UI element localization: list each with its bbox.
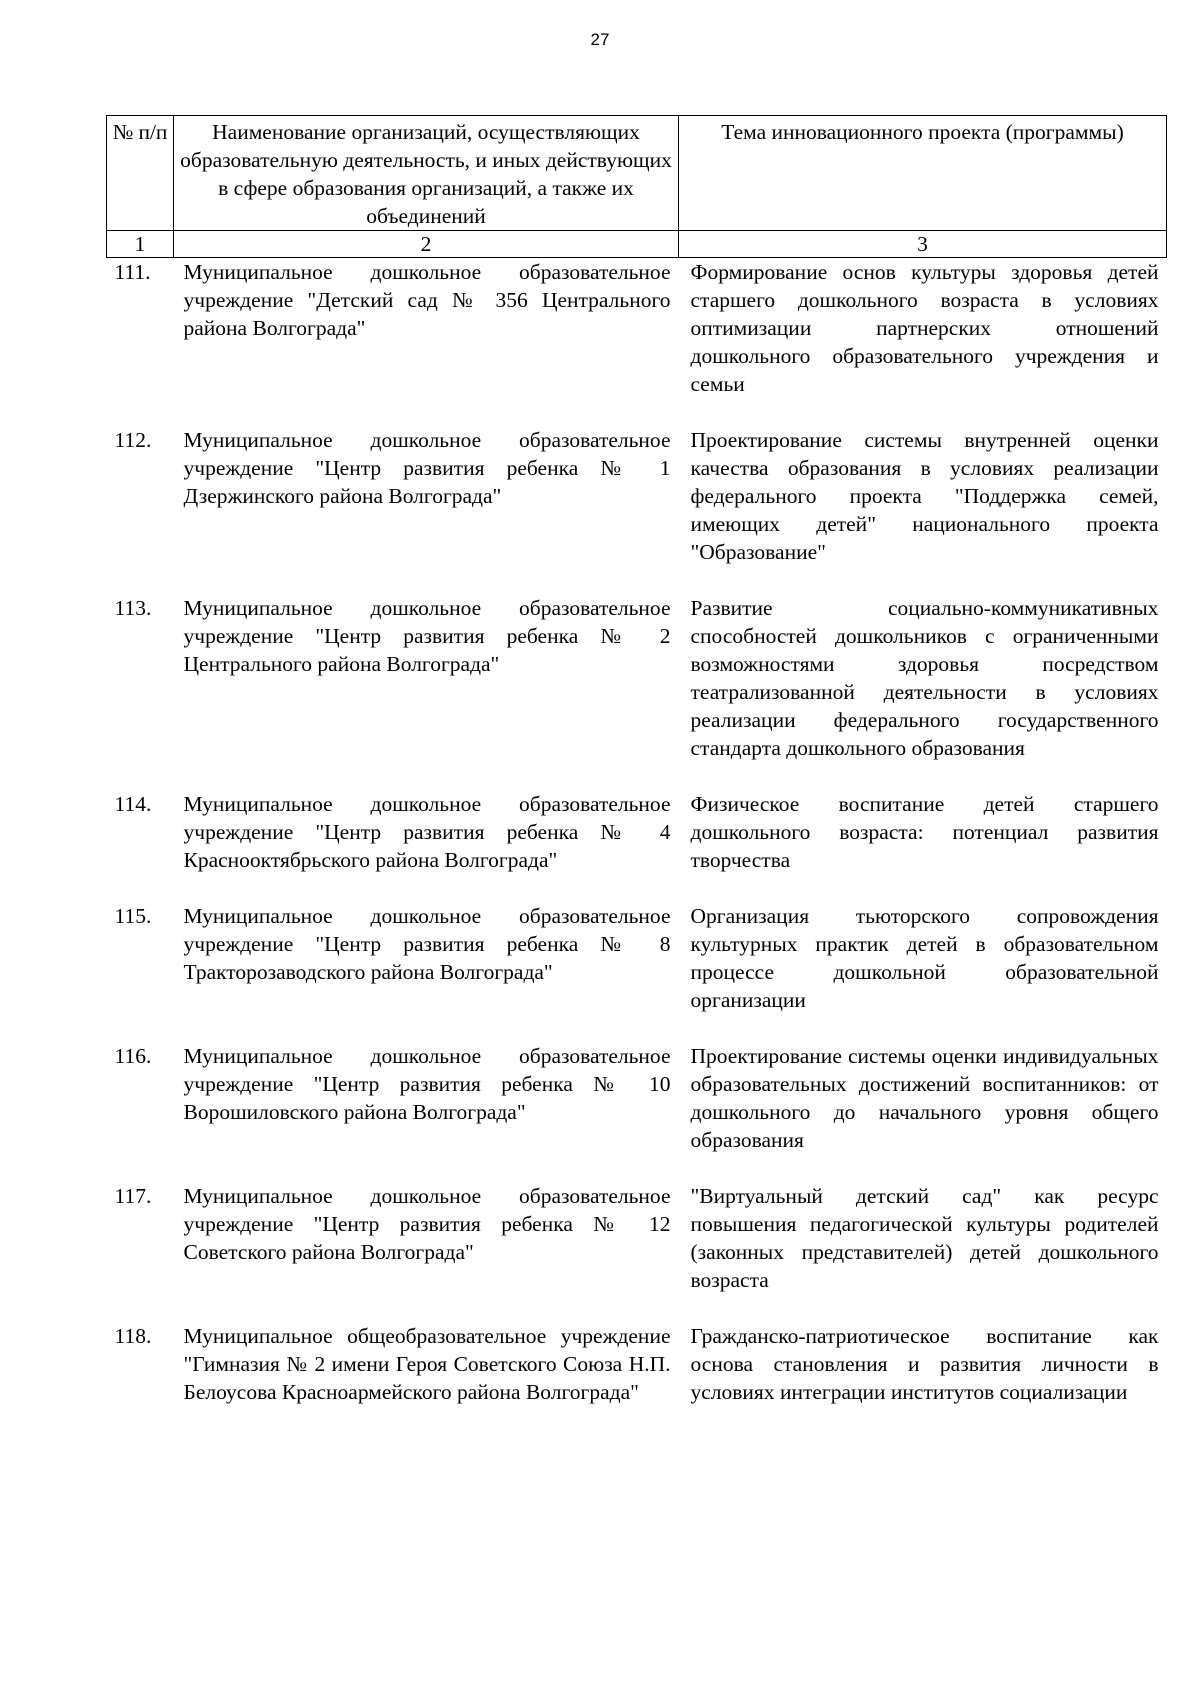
project-topic: "Виртуальный детский сад" как ресурс повышения педагогической культуры родителей (законных представителей) детей дошкольного возраста [690,1184,1159,1292]
table-header-row [107,116,1167,231]
row-number: 115. [114,904,152,928]
page-number: 27 [590,30,610,49]
innovation-projects-table [106,115,1167,1434]
project-topic: Проектирование системы внутренней оценки качества образования в условиях реализации федерального проекта "Поддержка семей, имеющих детей" национального проекта "Образование" [690,428,1159,564]
project-topic: Физическое воспитание детей старшего дошкольного возраста: потенциал развития творчества [690,792,1159,872]
header-organization: Наименование организаций, осуществляющих образовательную деятельность, и иных действующих в сфере образования организаций, а также их объединений [174,116,679,231]
project-topic: Организация тьюторского сопровождения культурных практик детей в образовательном процессе дошкольной образовательной организации [690,904,1159,1012]
row-number: 117. [114,1184,152,1208]
project-topic: Формирование основ культуры здоровья детей старшего дошкольного возраста в условиях оптимизации партнерских отношений дошкольного образовательного учреждения и семьи [690,260,1159,396]
header-project-topic: Тема инновационного проекта (программы) [679,116,1167,231]
table-row [107,1042,1167,1182]
project-topic: Проектирование системы оценки индивидуальных образовательных достижений воспитанников: от дошкольного до начального уровня общего образования [690,1044,1159,1152]
column-number-2: 2 [174,231,679,258]
organization-name: Муниципальное дошкольное образовательное учреждение "Детский сад № 356 Центрального района Волгограда" [183,260,671,340]
row-number: 113. [114,596,152,620]
column-number-3: 3 [679,231,1167,258]
project-topic: Гражданско-патриотическое воспитание как основа становления и развития личности в условиях интеграции институтов социализации [690,1324,1159,1404]
table-row [107,426,1167,594]
organization-name: Муниципальное дошкольное образовательное учреждение "Центр развития ребенка № 12 Советского района Волгограда" [183,1184,671,1264]
organization-name: Муниципальное общеобразовательное учреждение "Гимназия № 2 имени Героя Советского Союза Н.П. Белоусова Красноармейского района Волгограда" [183,1324,671,1404]
organization-name: Муниципальное дошкольное образовательное учреждение "Центр развития ребенка № 4 Краснооктябрьского района Волгограда" [183,792,671,872]
table-row [107,594,1167,790]
organization-name: Муниципальное дошкольное образовательное учреждение "Центр развития ребенка № 1 Дзержинского района Волгограда" [183,428,671,508]
organization-name: Муниципальное дошкольное образовательное учреждение "Центр развития ребенка № 10 Ворошиловского района Волгограда" [183,1044,671,1124]
column-number-row [107,231,1167,258]
table-row [107,258,1167,427]
row-number: 116. [114,1044,152,1068]
organization-name: Муниципальное дошкольное образовательное учреждение "Центр развития ребенка № 8 Тракторозаводского района Волгограда" [183,904,671,984]
table-row [107,1182,1167,1322]
row-number: 114. [114,792,152,816]
table-row [107,1322,1167,1434]
table-row [107,790,1167,902]
header-number: № п/п [107,116,174,231]
organization-name: Муниципальное дошкольное образовательное учреждение "Центр развития ребенка № 2 Центрального района Волгограда" [183,596,671,676]
row-number: 111. [114,260,151,284]
project-topic: Развитие социально-коммуникативных способностей дошкольников с ограниченными возможностями здоровья посредством театрализованной деятельности в условиях реализации федерального государственного стандарта дошкольного образования [690,596,1159,760]
table-row [107,902,1167,1042]
row-number: 118. [114,1324,152,1348]
column-number-1: 1 [107,231,174,258]
row-number: 112. [114,428,152,452]
